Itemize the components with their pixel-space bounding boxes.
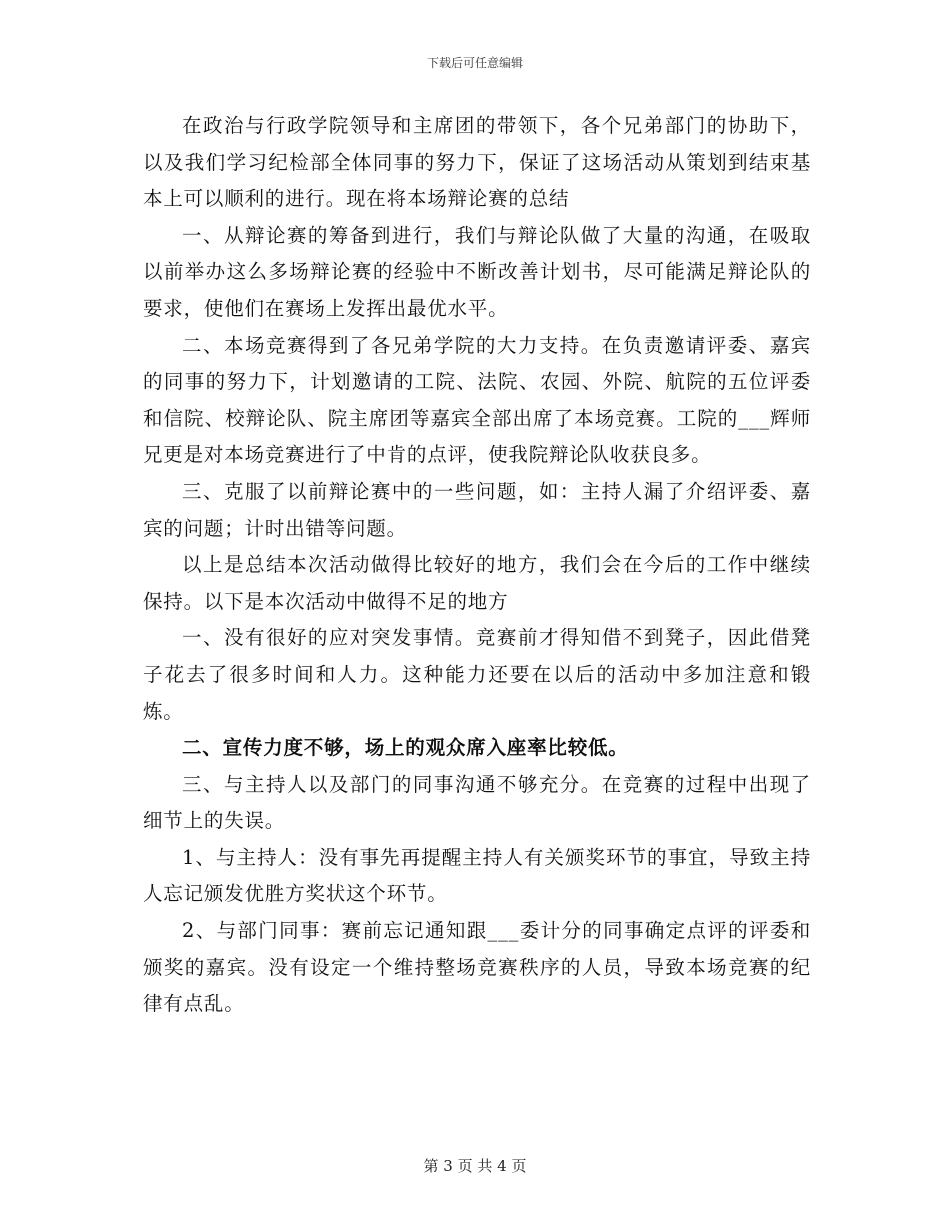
paragraph-weakness-3-item-2: 2、与部门同事：赛前忘记通知跟___委计分的同事确定点评的评委和颁奖的嘉宾。没有设定一个维持整场竞赛秩序的人员，导致本场竞赛的纪律有点乱。 (143, 919, 811, 1016)
paragraph-transition: 以上是总结本次活动做得比较好的地方，我们会在今后的工作中继续保持。以下是本次活动中做得不足的地方 (143, 553, 811, 613)
paragraph-intro: 在政治与行政学院领导和主席团的带领下，各个兄弟部门的协助下，以及我们学习纪检部全体同事的努力下，保证了这场活动从策划到结束基本上可以顺利的进行。现在将本场辩论赛的总结 (143, 114, 811, 211)
paragraph-weakness-3: 三、与主持人以及部门的同事沟通不够充分。在竞赛的过程中出现了细节上的失误。 (143, 772, 811, 833)
paragraph-strength-2: 二、本场竞赛得到了各兄弟学院的大力支持。在负责邀请评委、嘉宾的同事的努力下，计划邀请的工院、法院、农园、外院、航院的五位评委和信院、校辩论队、院主席团等嘉宾全部出席了本场竞赛。工院的___辉师兄更是对本场竞赛进行了中肯的点评，使我院辩论队收获良多。 (143, 333, 811, 467)
paragraph-strength-3: 三、克服了以前辩论赛中的一些问题，如：主持人漏了介绍评委、嘉宾的问题；计时出错等问题。 (143, 479, 811, 540)
paragraph-weakness-3-item-1: 1、与主持人：没有事先再提醒主持人有关颁奖环节的事宜，导致主持人忘记颁发优胜方奖状这个环节。 (143, 845, 811, 906)
document-body (143, 108, 811, 1023)
paragraph-weakness-2: 二、宣传力度不够，场上的观众席入座率比较低。 (182, 736, 629, 760)
paragraph-weakness-1: 一、没有很好的应对突发事情。竞赛前才得知借不到凳子，因此借凳子花去了很多时间和人力。这种能力还要在以后的活动中多加注意和锻炼。 (143, 626, 811, 723)
page-header: 下载后可任意编辑 (426, 56, 523, 70)
page-number: 第 3 页 共 4 页 (423, 1157, 527, 1175)
paragraph-strength-1: 一、从辩论赛的筹备到进行，我们与辩论队做了大量的沟通，在吸取以前举办这么多场辩论赛的经验中不断改善计划书，尽可能满足辩论队的要求，使他们在赛场上发挥出最优水平。 (143, 223, 811, 320)
